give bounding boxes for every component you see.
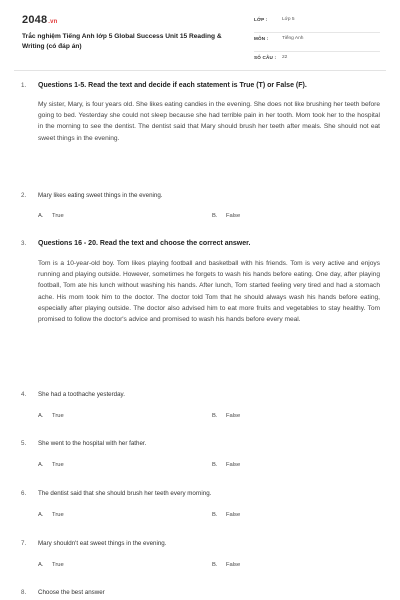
document-title: Trắc nghiệm Tiếng Anh lớp 5 Global Success Unit 15 Reading & Writing (có đáp án) xyxy=(22,33,222,50)
option-a[interactable]: A. True xyxy=(38,512,64,518)
reading-passage-2: Tom is a 10-year-old boy. Tom likes playing football and basketball with his friends. Tom is very active and enjoys running and playing outside. However, sometimes he forgets to wash his hands before eating. One day, after playing football, Tom ate his lunch without washing his hands. After lunch, Tom started feeling very tired and had a stomach ache. His mom took him to the doctor. The doctor told Tom that he should always wash his hands before eating, especially after playing outside. The doctor also advised him to eat more fruits and vegetables to stay healthy. Tom promised to follow the doctor's advice and promised to wash his hands before every meal. xyxy=(38,260,380,324)
option-a[interactable]: A. True xyxy=(38,413,64,419)
option-b[interactable]: B. False xyxy=(212,462,241,468)
question-instruction: Questions 16 - 20. Read the text and choose the correct answer. xyxy=(38,240,251,247)
meta-class: LỚP : Lớp 5 xyxy=(254,14,380,33)
option-a[interactable]: A. True xyxy=(38,213,64,219)
option-a[interactable]: A. True xyxy=(38,562,64,568)
option-b[interactable]: B. False xyxy=(212,512,241,518)
meta-question-count: SỐ CÂU : 22 xyxy=(254,52,380,71)
meta-subject: MÔN : Tiếng Anh xyxy=(254,33,380,52)
meta-info xyxy=(254,14,380,71)
site-logo[interactable]: 2048.vn xyxy=(22,14,58,26)
option-b[interactable]: B. False xyxy=(212,562,241,568)
page-header xyxy=(0,0,400,72)
option-b[interactable]: B. False xyxy=(212,213,241,219)
question-instruction: Questions 1-5. Read the text and decide if each statement is True (T) or False (F). xyxy=(38,82,307,89)
header-divider xyxy=(14,70,386,71)
option-a[interactable]: A. True xyxy=(38,462,64,468)
reading-passage-1: My sister, Mary, is four years old. She likes eating candies in the evening. She does not like brushing her teeth before going to bed. Yesterday she could not sleep because she had terrible pain in her tooth. Mom took her to the hospital in the morning to see the dentist. The dentist said that Mary should brush her teeth after meals. She should not eat sweet things in the evening. xyxy=(38,101,380,142)
quiz-page: 2048.vn Trắc nghiệm Tiếng Anh lớp 5 Global Success Unit 15 Reading & Writing (có đáp án) LỚP : Lớp 5 MÔN : Tiếng Anh SỐ CÂU : 22 1. Questions 1-5. Read the text and decide if each statement is True (T) or False (F). My sister, Mary, is four years old. She likes eating candies in the evening. She does not like brushing her teeth before going to bed. Yesterday she could not sleep because she had terrible pain in her tooth. Mom took her to the hospital in the morning to see the dentist. The dentist said that Mary should brush her teeth after meals. She should not eat sweet things in the evening. 2. Mary likes eating sweet things in the evening. A. True B. False 3. Questions 16 - 20. Read the text and choose the correct answer. Tom is a 10-year-old boy. Tom likes playing football and basketball with his friends. Tom is very active and enjoys running and playing outside. However, sometimes he forgets to wash his hands before eating. One day, after playing football, Tom ate his lunch without washing his hands. After lunch, Tom started feeling very tired and had a stomach ache. His mom took him to the doctor. The doctor told Tom that he should always wash his hands before eating, especially after playing outside. The doctor also advised him to eat more fruits and vegetables to stay healthy. Tom promised to follow the doctor's advice and promised to wash his hands before every meal. 4. She had a toothache yesterday. A. True B. False 5. She went to the hospital with her father. A. True B. False 6. The dentist said that she should brush her teeth every morning. A. True B. False 7. Mary shouldn't eat sweet things in the evening. A. True B. False 8. Choose the best answer xyxy=(0,0,400,600)
option-b[interactable]: B. False xyxy=(212,413,241,419)
